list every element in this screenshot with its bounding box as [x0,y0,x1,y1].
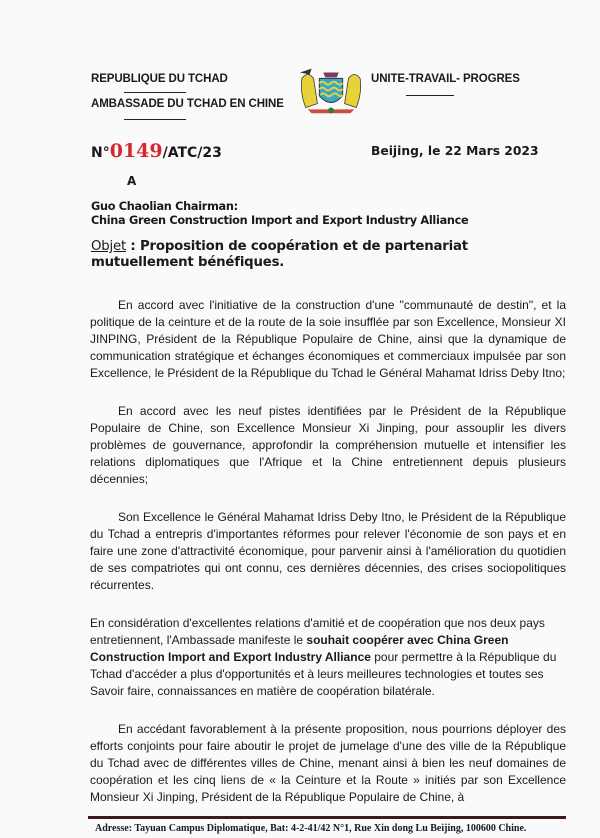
footer-address: Adresse: Tayuan Campus Diplomatique, Bat: 4-2-41/42 N°1, Rue Xin dong Lu Beijing, 100600 Chine. [95,823,527,834]
subject-label: Objet [91,239,126,254]
paragraph-4-text: En considération d'excellentes relations d'amitié et de coopération que nos deux pays entretiennent, l'Ambassade manifeste le [90,616,545,647]
footer-divider [88,816,566,819]
letter-body [90,297,566,838]
reference-serial: 0149 [109,140,163,162]
reference-year: 23 [202,145,222,161]
paragraph-2: En accord avec les neuf pistes identifiées par le Président de la République Populaire de Chine, son Excellence Monsieur Xi Jinping, pour assouplir les divers problèmes de gouvernance, approfondir la compréhension mutuelle et intensifier les relations diplomatiques que l'Afrique et la Chine entretiennent depuis plusieurs décennies; [90,404,566,486]
reference-suffix: /ATC/ [162,145,203,161]
paragraph-3: Son Excellence le Général Mahamat Idriss Deby Itno, le Président de la République du Tchad a entrepris d'importantes réformes pour relever l'économie de son pays et en faire une zone d'attractivité économique, pour parvenir ainsi à l'amélioration du quotidien de ses compatriotes qui ont connu, ces dernières décennies, des crises sociopolitiques récurrentes. [90,510,566,592]
national-motto: UNITE-TRAVAIL- PROGRES [371,73,520,85]
paragraph-4-highlight: souhait coopérer avec China Green Construction Import and Export Industry Alliance [90,633,509,664]
republic-heading: REPUBLIQUE DU TCHAD [91,73,228,85]
recipient-block [91,200,468,228]
recipient-organization: China Green Construction Import and Export Industry Alliance [91,214,469,227]
paragraph-4-text-end: pour permettre à la République du Tchad d'accéder a plus d'opportunités et à leurs meilleures technologies et toutes ses Savoir faire, connaissances en matière de coopération bilatérale. [90,650,557,698]
reference-number [91,140,222,162]
divider [124,119,186,120]
subject-line [91,239,521,271]
subject-text: : Proposition de coopération et de partenariat mutuellement bénéfiques. [91,239,468,270]
addressee-label: A [127,174,137,188]
recipient-name: Guo Chaolian Chairman: [91,200,238,213]
coat-of-arms-emblem [298,64,364,116]
divider [124,92,186,93]
letter-date: Beijing, le 22 Mars 2023 [371,144,539,158]
paragraph-4 [90,615,566,700]
embassy-heading: AMBASSADE DU TCHAD EN CHINE [91,98,284,110]
divider [406,95,454,96]
reference-prefix: N° [91,145,110,161]
paragraph-1: En accord avec l'initiative de la construction d'une "communauté de destin", et la politique de la ceinture et de la route de la soie insufflée par son Excellence, Monsieur XI JINPING, Président de la République Populaire de Chine, ainsi que la dynamique de communication stratégique et échanges économiques et commerciaux impulsée par son Excellence, le Président de la République du Tchad le Général Mahamat Idriss Deby Itno; [90,298,566,380]
paragraph-5: En accédant favorablement à la présente proposition, nous pourrions déployer des efforts conjoints pour faire aboutir le projet de jumelage d'une des ville de la République du Tchad avec de différentes villes de Chine, menant ainsi à bien les neuf domaines de coopération et les cinq liens de « la Ceinture et la Route » initiés par son Excellence Monsieur Xi Jinping, Président de la République Populaire de Chine, à [90,722,566,804]
